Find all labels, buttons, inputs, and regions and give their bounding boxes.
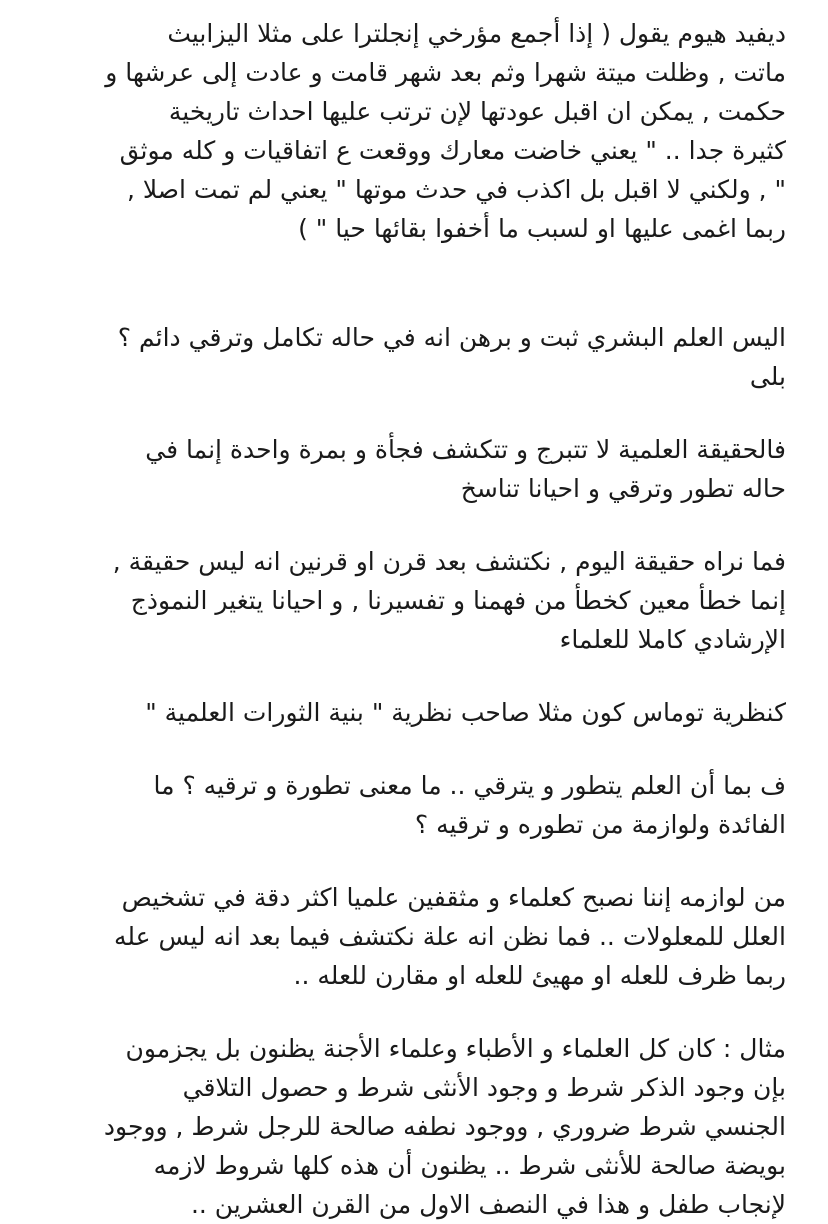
text-line: ربما اغمى عليها او لسبب ما أخفوا بقائها حيا " ) [298, 214, 786, 243]
paragraph-progress-meaning [60, 766, 786, 844]
text-line: الفائدة ولوازمة من تطوره و ترقيه ؟ [414, 810, 786, 839]
paragraph-spacer [60, 248, 786, 318]
paragraph-spacer [60, 508, 786, 542]
text-line: اليس العلم البشري ثبت و برهن انه في حاله تكامل وترقي دائم ؟ [117, 323, 786, 352]
paragraph-spacer [60, 995, 786, 1029]
text-line: ربما ظرف للعله او مهيئ للعله او مقارن للعله .. [293, 961, 786, 990]
text-line: الجنسي شرط ضروري , ووجود نطفه صالحة للرجل شرط , ووجود [103, 1112, 786, 1141]
paragraph-spacer [60, 659, 786, 693]
text-line: ف بما أن العلم يتطور و يترقي .. ما معنى تطورة و ترقيه ؟ ما [153, 771, 786, 800]
text-line: ماتت , وظلت ميتة شهرا وثم بعد شهر قامت و عادت إلى عرشها و [105, 58, 786, 87]
text-line: بإن وجود الذكر شرط و وجود الأنثى شرط و حصول التلاقي [182, 1073, 786, 1102]
text-line: كنظرية توماس كون مثلا صاحب نظرية " بنية الثورات العلمية " [145, 698, 786, 727]
text-line: حاله تطور وترقي و احيانا تناسخ [460, 474, 786, 503]
text-line: مثال : كان كل العلماء و الأطباء وعلماء الأجنة يظنون بل يجزمون [125, 1034, 786, 1063]
text-line: من لوازمه إننا نصبح كعلماء و مثقفين علميا اكثر دقة في تشخيص [121, 883, 786, 912]
text-line: بويضة صالحة للأنثى شرط .. يظنون أن هذه كلها شروط لازمه [153, 1151, 786, 1180]
text-line: فما نراه حقيقة اليوم , نكتشف بعد قرن او قرنين انه ليس حقيقة , [112, 547, 786, 576]
text-line: لإنجاب طفل و هذا في النصف الاول من القرن العشرين .. [190, 1190, 786, 1219]
text-line: كثيرة جدا .. " يعني خاضت معارك ووقعت ع اتفاقيات و كله موثق [119, 136, 786, 165]
paragraph-scientific-truth [60, 430, 786, 508]
text-line: الإرشادي كاملا للعلماء [559, 625, 786, 654]
paragraph-spacer [60, 732, 786, 766]
paragraph-today-truth [60, 542, 786, 659]
paragraph-science-question [60, 318, 786, 396]
text-line: " , ولكني لا اقبل بل اكذب في حدث موتها " يعني لم تمت اصلا , [126, 175, 786, 204]
paragraph-example [60, 1029, 786, 1224]
text-line: العلل للمعلولات .. فما نظن انه علة نكتشف فيما بعد انه ليس عله [113, 922, 786, 951]
text-line: ديفيد هيوم يقول ( إذا أجمع مؤرخي إنجلترا على مثلا اليزابيث [167, 19, 786, 48]
paragraph-spacer [60, 844, 786, 878]
paragraph-hume-quote [60, 14, 786, 248]
paragraph-kuhn [60, 693, 786, 732]
paragraph-causes [60, 878, 786, 995]
text-line: حكمت , يمكن ان اقبل عودتها لإن ترتب عليها احداث تاريخية [168, 97, 786, 126]
text-line: فالحقيقة العلمية لا تتبرج و تتكشف فجأة و بمرة واحدة إنما في [145, 435, 786, 464]
text-line: إنما خطأ معين كخطأ من فهمنا و تفسيرنا , و احيانا يتغير النموذج [130, 586, 786, 615]
paragraph-spacer [60, 396, 786, 430]
text-line: بلى [749, 362, 786, 391]
